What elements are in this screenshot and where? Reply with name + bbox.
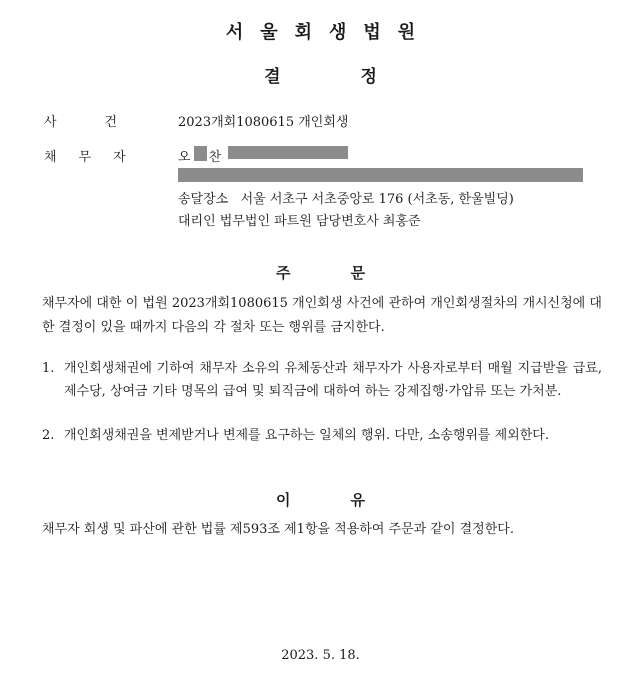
document-title (0, 62, 641, 87)
redaction-block (194, 146, 207, 161)
list-item: 개인회생채권을 변제받거나 변제를 요구하는 일체의 행위. 다만, 소송행위를 제외한다. (64, 428, 549, 443)
reason-heading-char-2: 유 (350, 491, 365, 509)
list-item-number: 2. (42, 428, 55, 443)
debtor-name-first: 오 (178, 150, 191, 165)
debtor-name-second: 찬 (208, 150, 222, 165)
title-char-1: 결 (264, 67, 281, 87)
order-heading (0, 262, 641, 283)
list-item: 개인회생채권에 기하여 채무자 소유의 유체동산과 채무자가 사용자로부터 매월 지급받을 급료, 제수당, 상여금 기타 명목의 급여 및 퇴직금에 대하여 하는 강제집행·가압류 또는 가처분. (64, 361, 602, 399)
title-char-2: 정 (360, 67, 377, 87)
debtor-label: 채무자 (44, 150, 148, 165)
redaction-block (228, 146, 348, 159)
order-heading-char-2: 문 (350, 264, 365, 282)
list-item-number: 1. (42, 361, 55, 376)
reason-heading-char-1: 이 (276, 491, 291, 509)
order-heading-char-1: 주 (276, 264, 291, 282)
court-name: 서울회생법원 (225, 22, 433, 43)
order-intro: 채무자에 대한 이 법원 2023개회1080615 개인회생 사건에 관하여 개인회생절차의 개시신청에 대한 결정이 있을 때까지 다음의 각 절차 또는 행위를 금지한다. (42, 296, 602, 335)
case-label: 사건 (44, 115, 166, 130)
decision-date: 2023. 5. 18. (281, 648, 360, 663)
representative: 대리인 법무법인 파트원 담당변호사 최홍준 (178, 214, 421, 229)
case-number: 2023개회1080615 개인회생 (178, 115, 349, 130)
redaction-block (178, 168, 583, 182)
reason-heading (0, 489, 641, 510)
reason-text: 채무자 회생 및 파산에 관한 법률 제593조 제1항을 적용하여 주문과 같이 결정한다. (42, 522, 514, 537)
service-address: 송달장소 서울 서초구 서초중앙로 176 (서초동, 한울빌딩) (178, 192, 514, 207)
